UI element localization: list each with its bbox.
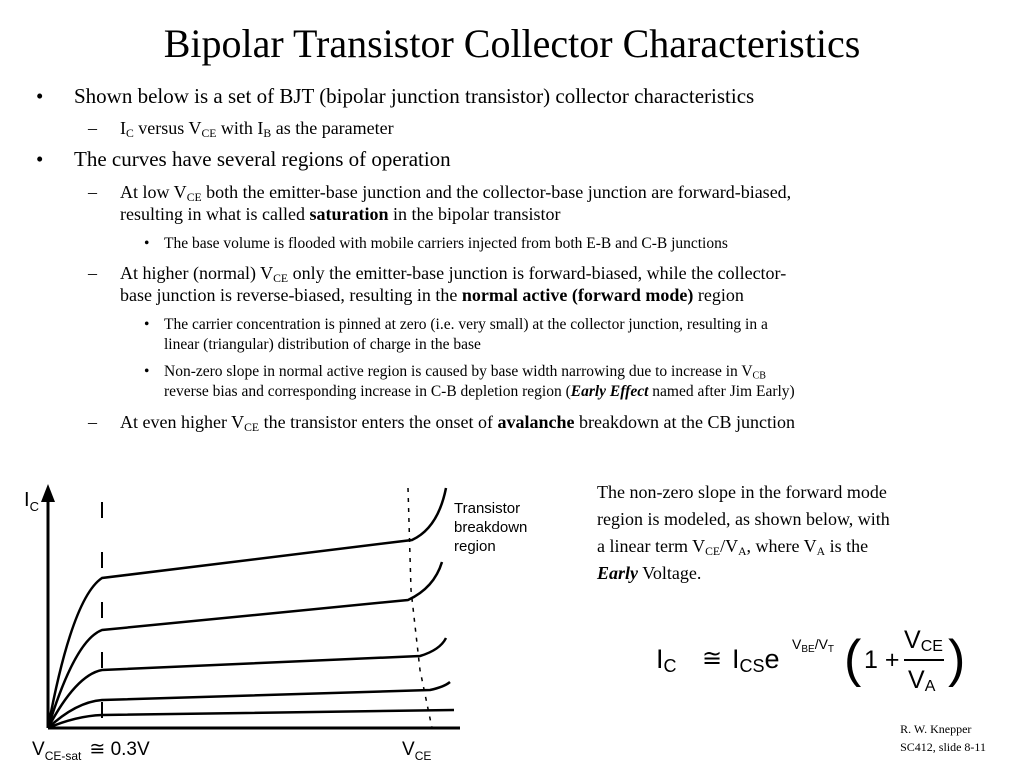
bullet-2-1-1: • The base volume is flooded with mobile carriers injected from both E-B and C-B junctions <box>144 235 728 252</box>
breakdown-region-label: Transistor breakdown region <box>454 500 528 555</box>
bullet-2-text: The curves have several regions of operation <box>74 147 451 171</box>
footer-slide-number: SC412, slide 8-11 <box>900 740 986 754</box>
bullet-1-text: Shown below is a set of BJT (bipolar junction transistor) collector characteristics <box>74 84 755 108</box>
svg-text:1 +: 1 + <box>864 646 900 674</box>
svg-text:): ) <box>948 630 966 688</box>
svg-text:VBE/VT: $V_{BE}/V_T$ <box>792 636 835 655</box>
svg-text:VA: VA <box>908 666 936 695</box>
slide-footer <box>900 720 986 756</box>
svg-text:VCE: VCE <box>904 626 943 655</box>
svg-text:ICSe: ICSe <box>732 644 780 676</box>
bullet-2-2-1: • The carrier concentration is pinned at zero (i.e. very small) at the collector junction, resulting in a linear (triangular) distribution of charge in the base <box>144 316 768 353</box>
y-axis-arrow <box>41 484 55 502</box>
vce-sat-label: $V_{CE-sat}$ ≅ 0.3V <box>32 739 150 763</box>
bullet-1-1: – $I_C$ versus $V_{CE}$ with $I_B$ as the parameter <box>88 118 394 140</box>
collector-characteristics-figure <box>20 470 580 768</box>
bullet-2-3: – At even higher $V_{CE}$ the transistor enters the onset of avalanche breakdown at the CB junction <box>88 412 796 434</box>
slide-title: Bipolar Transistor Collector Characteristics <box>163 21 861 66</box>
y-axis-label: $I_C$ <box>24 489 39 514</box>
svg-text:IC: IC <box>656 644 677 676</box>
x-axis-label: $V_{CE}$ <box>402 739 432 763</box>
bullet-2-2-2: • Non-zero slope in normal active region is caused by base width narrowing due to increase in $V_{CB}$ reverse bias and corresponding increase in C-B depletion region (Early Effect named after Jim Early) <box>144 363 795 400</box>
ic-curve-5 <box>48 710 454 728</box>
ic-curve-2 <box>48 562 442 728</box>
ic-curve-4 <box>48 682 450 728</box>
collector-current-equation <box>650 618 970 698</box>
early-voltage-note: The non-zero slope in the forward mode region is modeled, as shown below, with a linear term $V_{CE}/V_A$, where $V_A$ is the Early Voltage. <box>597 482 890 583</box>
bullet-2-1: – At low $V_{CE}$ both the emitter-base junction and the collector-base junction are forward-biased, resulting in what is called saturation in the bipolar transistor <box>88 182 792 224</box>
svg-text:(: ( <box>844 630 862 688</box>
footer-author: R. W. Knepper <box>900 722 972 736</box>
svg-text:≅: ≅ <box>702 645 723 672</box>
bullet-2-2: – At higher (normal) $V_{CE}$ only the emitter-base junction is forward-biased, while the collector- base junction is reverse-biased, resulting in the normal active (forward mode) region <box>88 263 787 305</box>
breakdown-boundary-line <box>408 488 432 728</box>
